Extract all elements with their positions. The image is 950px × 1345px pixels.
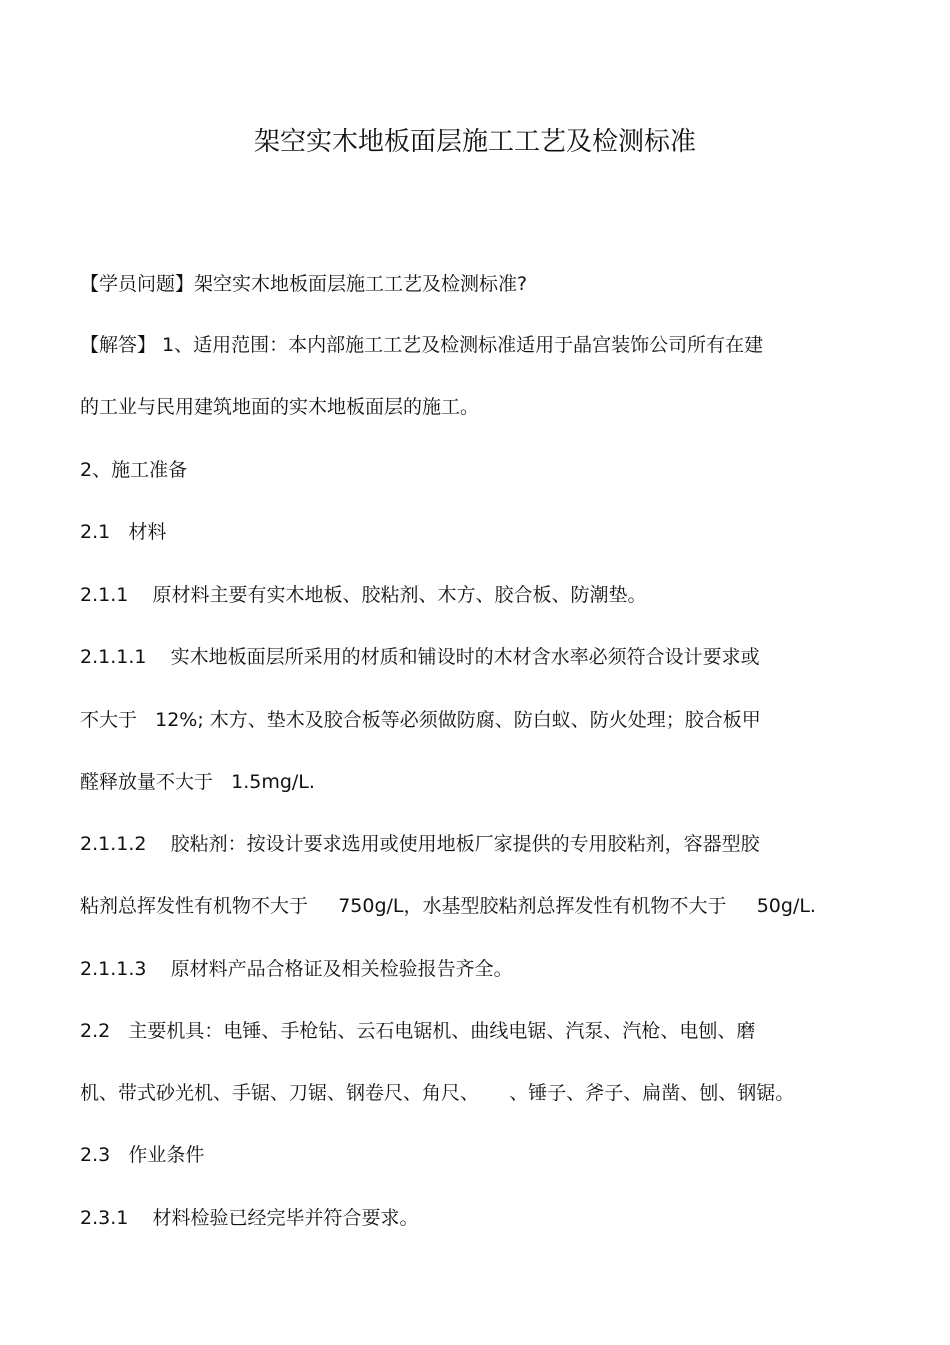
answer-line-1: 【解答】 1、适用范围：本内部施工工艺及检测标准适用于晶宫装饰公司所有在建 — [80, 334, 764, 356]
paragraph-line: 粘剂总挥发性有机物不大于 750g/L，水基型胶粘剂总挥发性有机物不大于 50g/L. — [80, 895, 816, 917]
paragraph-line: 2.1.1 原材料主要有实木地板、胶粘剂、木方、胶合板、防潮垫。 — [80, 584, 647, 606]
section-heading: 2、施工准备 — [80, 459, 188, 481]
paragraph-line: 2.2 主要机具：电锤、手枪钻、云石电锯机、曲线电锯、汽泵、汽枪、电刨、磨 — [80, 1020, 756, 1042]
question-line: 【学员问题】架空实木地板面层施工工艺及检测标准? — [80, 273, 528, 295]
paragraph-line: 2.3.1 材料检验已经完毕并符合要求。 — [80, 1207, 419, 1229]
subsection-heading: 2.1 材料 — [80, 521, 167, 543]
answer-line-2: 的工业与民用建筑地面的实木地板面层的施工。 — [80, 396, 480, 418]
paragraph-line: 2.1.1.3 原材料产品合格证及相关检验报告齐全。 — [80, 958, 513, 980]
document-title: 架空实木地板面层施工工艺及检测标准 — [253, 127, 696, 157]
paragraph-line: 2.1.1.1 实木地板面层所采用的材质和铺设时的木材含水率必须符合设计要求或 — [80, 646, 760, 668]
subsection-heading: 2.3 作业条件 — [80, 1144, 205, 1166]
paragraph-line: 醛释放量不大于 1.5mg/L. — [80, 771, 315, 793]
paragraph-line: 不大于 12%; 木方、垫木及胶合板等必须做防腐、防白蚁、防火处理；胶合板甲 — [80, 709, 761, 731]
paragraph-line: 机、带式砂光机、手锯、刀锯、钢卷尺、角尺、 、锤子、斧子、扁凿、刨、钢锯。 — [80, 1082, 795, 1104]
paragraph-line: 2.1.1.2 胶粘剂：按设计要求选用或使用地板厂家提供的专用胶粘剂，容器型胶 — [80, 833, 760, 855]
